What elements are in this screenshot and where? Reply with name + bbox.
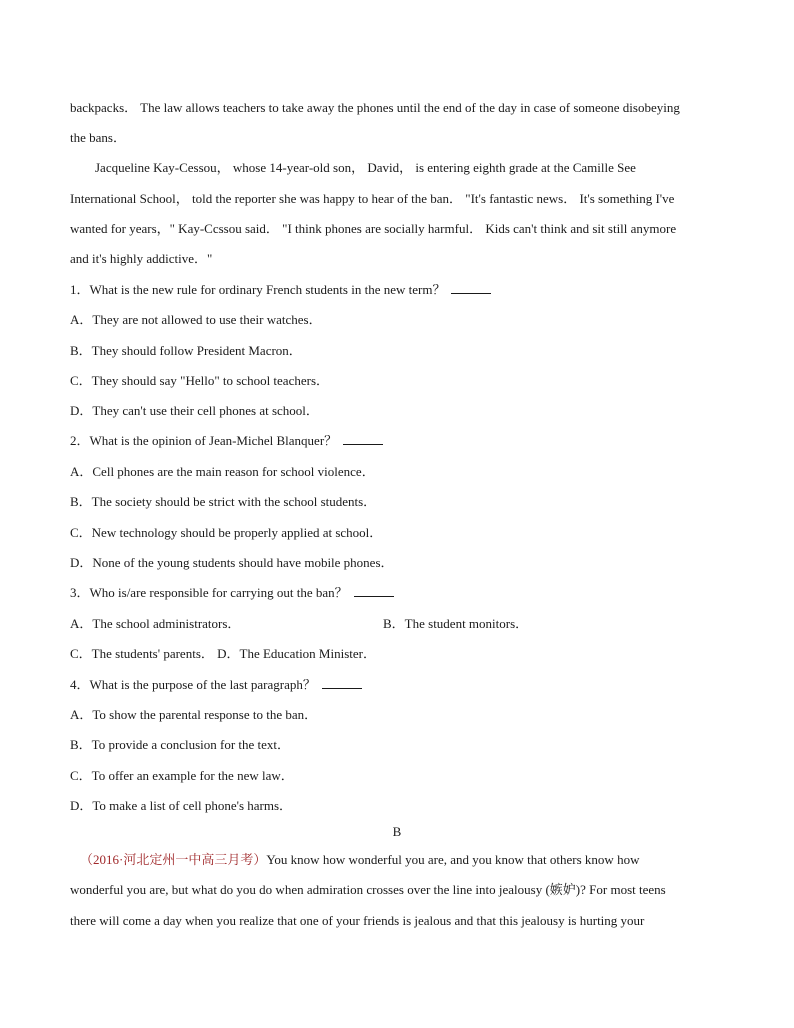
passage-line: Jacqueline Kay-Cessou， whose 14-year-old son， David， is entering eighth grade at the Camille See	[95, 160, 636, 175]
option-d: D．None of the young students should have mobile phones．	[70, 555, 394, 570]
option-b: B．The society should be strict with the school students．	[70, 494, 377, 509]
option-c-d: C．The students' parents． D．The Education Minister．	[70, 646, 376, 661]
option-c: C．New technology should be properly applied at school．	[70, 525, 383, 540]
question-stem: 3．Who is/are responsible for carrying out the ban？	[70, 585, 348, 600]
option-d: D．To make a list of cell phone's harms．	[70, 798, 293, 813]
source-citation: （2016·河北定州一中高三月考）	[80, 852, 267, 867]
option-a: A．The school administrators．	[70, 616, 241, 631]
option-c: C．They should say "Hello" to school teachers．	[70, 373, 330, 388]
passage-line: and it's highly addictive．"	[70, 251, 213, 266]
option-d: D．They can't use their cell phones at school．	[70, 403, 319, 418]
question-stem: 2．What is the opinion of Jean-Michel Blanquer？	[70, 433, 338, 448]
question-2	[70, 433, 730, 449]
question-1	[70, 282, 730, 298]
option-c: C．To offer an example for the new law．	[70, 768, 294, 783]
option-a: A．Cell phones are the main reason for school violence．	[70, 464, 375, 479]
answer-blank[interactable]	[451, 282, 491, 294]
passage-text: You know how wonderful you are, and you know that others know how	[266, 852, 640, 867]
question-3	[70, 585, 730, 601]
question-stem: 4．What is the purpose of the last paragraph？	[70, 677, 316, 692]
passage-line: backpacks． The law allows teachers to take away the phones until the end of the day in case of someone disobeying	[70, 100, 680, 115]
option-a: A．To show the parental response to the ban．	[70, 707, 318, 722]
passage-line: International School， told the reporter she was happy to hear of the ban． "It's fantastic news． It's something I've	[70, 191, 675, 206]
option-a: A．They are not allowed to use their watches．	[70, 312, 322, 327]
answer-blank[interactable]	[354, 585, 394, 597]
passage-b-line: there will come a day when you realize that one of your friends is jealous and that this jealousy is hurting your	[70, 913, 645, 928]
answer-blank[interactable]	[343, 433, 383, 445]
answer-blank[interactable]	[322, 677, 362, 689]
passage-b-line: wonderful you are, but what do you do when admiration crosses over the line into jealousy (嫉妒)? For most teens	[70, 882, 666, 897]
passage-line: wanted for years，" Kay-Ccssou said． "I think phones are socially harmful． Kids can't think and sit still anymore	[70, 221, 677, 236]
passage-b-line	[80, 852, 740, 868]
option-b: B．The student monitors．	[383, 616, 529, 631]
question-stem: 1．What is the new rule for ordinary French students in the new term？	[70, 282, 446, 297]
section-heading: B	[392, 824, 402, 839]
question-4	[70, 677, 730, 693]
option-b: B．To provide a conclusion for the text．	[70, 737, 291, 752]
option-b: B．They should follow President Macron．	[70, 343, 302, 358]
passage-line: the bans．	[70, 130, 126, 145]
